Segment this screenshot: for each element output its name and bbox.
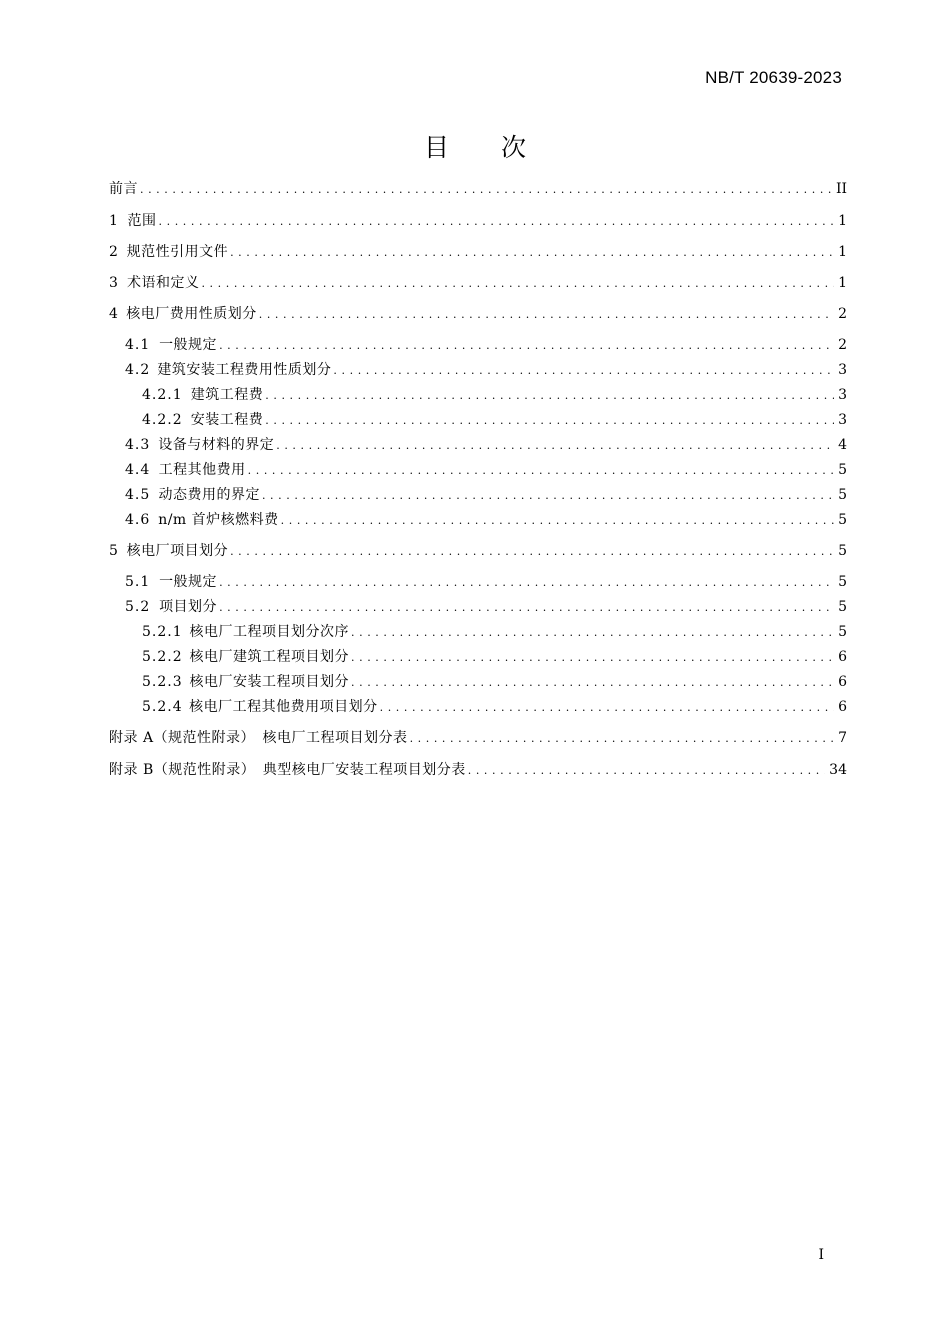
toc-entry-text: 核电厂工程其他费用项目划分: [189, 699, 378, 715]
toc-entry-number: 4.2: [125, 362, 151, 378]
toc-leader: [219, 335, 834, 356]
toc-entry-4-2-1[interactable]: [142, 385, 847, 406]
toc-leader: [248, 460, 834, 481]
toc-leader: [410, 728, 835, 749]
toc-entry-number: 2: [109, 244, 119, 260]
toc-entry-5-2-1[interactable]: [142, 622, 847, 643]
toc-leader: [281, 510, 834, 531]
toc-entry-text: 设备与材料的界定: [158, 437, 275, 453]
toc-leader: [230, 242, 834, 263]
toc-title: [0, 128, 950, 164]
toc-entry-page: 6: [838, 674, 847, 690]
toc-leader: [468, 760, 825, 781]
toc-entry-text: 建筑工程费: [190, 387, 264, 403]
toc-entry-page: 5: [838, 487, 847, 503]
toc-entry-number: 5.2.3: [142, 674, 183, 690]
toc-entry-5-2-2[interactable]: [142, 647, 847, 668]
toc-entry-number: 5.2.1: [142, 624, 183, 640]
toc-entry-number: 4.1: [125, 337, 151, 353]
toc-title-char-1: 目: [423, 133, 449, 162]
toc-entry-5[interactable]: [109, 541, 847, 562]
toc-entry-4-2[interactable]: [125, 360, 847, 381]
toc-leader: [201, 273, 834, 294]
toc-leader: [351, 647, 834, 668]
toc-entry-4-3[interactable]: [125, 435, 847, 456]
toc-entry-number: 4.2.1: [142, 387, 183, 403]
toc-entry-page: 34: [829, 762, 847, 778]
toc-entry-5-2-4[interactable]: [142, 697, 847, 718]
toc-entry-text: 核电厂工程项目划分次序: [189, 624, 350, 640]
toc-entry-number: 3: [109, 275, 119, 291]
toc-entry-page: 3: [838, 387, 847, 403]
toc-entry-text: 核电厂安装工程项目划分: [189, 674, 350, 690]
toc-entry-page: 5: [838, 512, 847, 528]
toc-entry-number: 5: [109, 543, 119, 559]
toc-entry-text: 动态费用的界定: [158, 487, 260, 503]
toc-leader: [219, 572, 834, 593]
toc-leader: [351, 672, 834, 693]
toc-entry-4-4[interactable]: [125, 460, 847, 481]
toc-leader: [276, 435, 834, 456]
toc-entry-number: 4.4: [125, 462, 151, 478]
toc-title-char-2: 次: [501, 133, 527, 162]
toc-leader: [259, 304, 834, 325]
toc-leader: [140, 179, 832, 200]
toc-entry-appendix-b[interactable]: [109, 760, 847, 781]
toc-entry-page: 3: [838, 412, 847, 428]
toc-leader: [262, 485, 834, 506]
toc-entry-5-1[interactable]: [125, 572, 847, 593]
toc-entry-page: 7: [838, 730, 847, 746]
toc-entry-4-5[interactable]: [125, 485, 847, 506]
toc-entry-number: 5.2.2: [142, 649, 183, 665]
toc-entry-text: 附录 A（规范性附录） 核电厂工程项目划分表: [109, 730, 408, 746]
toc-leader: [333, 360, 834, 381]
toc-entry-text: 核电厂项目划分: [126, 543, 229, 559]
toc-leader: [219, 597, 834, 618]
toc-entry-page: 6: [838, 649, 847, 665]
toc-entry-number: 4.2.2: [142, 412, 183, 428]
toc-entry-text: 一般规定: [159, 574, 218, 590]
toc-entry-text: 一般规定: [159, 337, 218, 353]
toc-entry-page: 1: [838, 244, 847, 260]
toc-entry-1[interactable]: [109, 211, 847, 232]
toc-entry-number: 4: [109, 306, 119, 322]
toc-entry-text: 项目划分: [159, 599, 218, 615]
toc-leader: [265, 410, 834, 431]
toc-entry-page: II: [835, 181, 847, 197]
toc-entry-5-2-3[interactable]: [142, 672, 847, 693]
toc-entry-number: 4.5: [125, 487, 151, 503]
toc-entry-4-2-2[interactable]: [142, 410, 847, 431]
toc-entry-page: 1: [838, 213, 847, 229]
toc-leader: [230, 541, 834, 562]
toc-entry-text: 术语和定义: [126, 275, 200, 291]
page-number: I: [818, 1247, 824, 1263]
toc-entry-page: 5: [838, 624, 847, 640]
toc-entry-text: 工程其他费用: [158, 462, 246, 478]
toc-entry-5-2[interactable]: [125, 597, 847, 618]
toc-entry-2[interactable]: [109, 242, 847, 263]
standard-code: NB/T 20639-2023: [705, 68, 842, 87]
toc-entry-page: 1: [838, 275, 847, 291]
toc-leader: [351, 622, 834, 643]
toc-entry-text: 前言: [109, 181, 138, 197]
toc-entry-page: 5: [838, 574, 847, 590]
toc-leader: [380, 697, 834, 718]
toc-entry-4-1[interactable]: [125, 335, 847, 356]
toc-entry-page: 4: [838, 437, 847, 453]
toc-entry-text: 核电厂建筑工程项目划分: [189, 649, 350, 665]
toc-entry-page: 3: [838, 362, 847, 378]
toc-entry-page: 5: [838, 599, 847, 615]
toc-entry-foreword[interactable]: [109, 179, 847, 200]
toc-entry-4[interactable]: [109, 304, 847, 325]
toc-entry-appendix-a[interactable]: [109, 728, 847, 749]
toc-entry-text: 附录 B（规范性附录） 典型核电厂安装工程项目划分表: [109, 762, 466, 778]
toc-entry-text: n/m 首炉核燃料费: [158, 512, 279, 528]
toc-entry-text: 安装工程费: [190, 412, 264, 428]
toc-entry-page: 6: [838, 699, 847, 715]
toc-entry-text: 核电厂费用性质划分: [126, 306, 257, 322]
toc-entry-4-6[interactable]: [125, 510, 847, 531]
toc-entry-text: 范围: [127, 213, 157, 229]
toc-entry-number: 5.1: [125, 574, 151, 590]
toc-leader: [159, 211, 835, 232]
toc-entry-page: 5: [838, 543, 847, 559]
toc-entry-text: 规范性引用文件: [126, 244, 229, 260]
toc-entry-number: 1: [109, 213, 119, 229]
toc-entry-text: 建筑安装工程费用性质划分: [157, 362, 332, 378]
toc-entry-number: 5.2.4: [142, 699, 183, 715]
toc-entry-page: 2: [838, 337, 847, 353]
toc-entry-number: 4.6: [125, 512, 151, 528]
toc-entry-number: 4.3: [125, 437, 151, 453]
toc-entry-3[interactable]: [109, 273, 847, 294]
toc-entry-page: 5: [838, 462, 847, 478]
toc-entry-page: 2: [838, 306, 847, 322]
toc-leader: [265, 385, 834, 406]
toc-entry-number: 5.2: [125, 599, 151, 615]
